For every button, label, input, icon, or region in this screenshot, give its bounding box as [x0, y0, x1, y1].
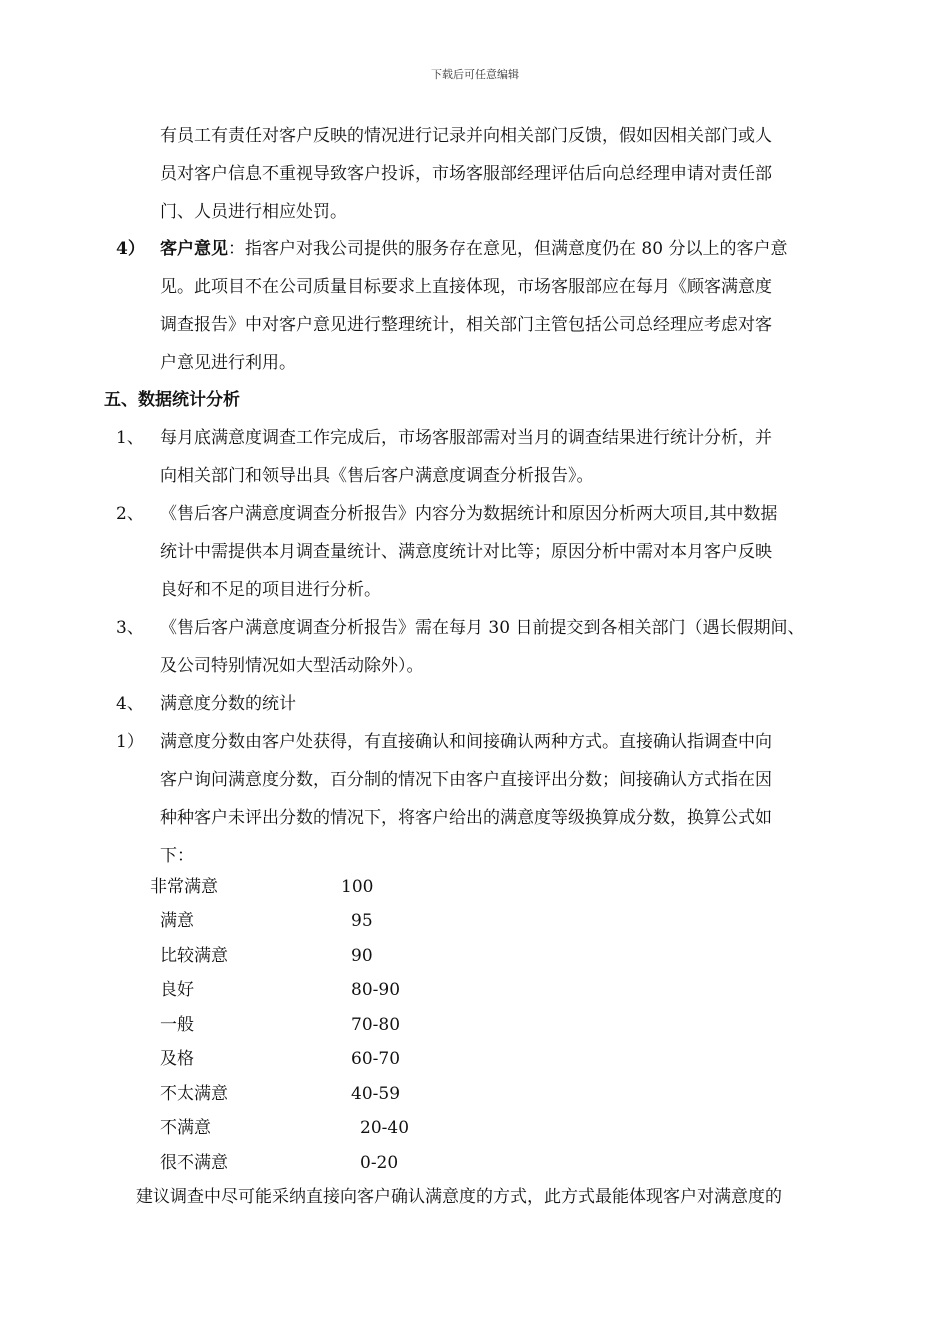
score-label: 不太满意 [160, 1084, 228, 1104]
item-text: ：指客户对我公司提供的服务存在意见，但满意度仍在 80 分以上的客户意 [228, 239, 788, 259]
paragraph-line: 门、人员进行相应处罚。 [160, 202, 347, 222]
list-line: 满意度分数由客户处获得，有直接确认和间接确认两种方式。直接确认指调查中向 [160, 732, 772, 752]
score-label: 不满意 [160, 1118, 211, 1138]
list-line: 种种客户未评出分数的情况下，将客户给出的满意度等级换算成分数，换算公式如 [160, 808, 772, 828]
section-heading: 五、数据统计分析 [104, 390, 240, 410]
score-value: 90 [351, 946, 373, 966]
item-line: 户意见进行利用。 [160, 353, 296, 373]
paragraph-line: 有员工有责任对客户反映的情况进行记录并向相关部门反馈，假如因相关部门或人 [160, 126, 772, 146]
list-line: 《售后客户满意度调查分析报告》需在每月 30 日前提交到各相关部门（遇长假期间、 [160, 618, 805, 638]
score-label: 比较满意 [160, 946, 228, 966]
list-line: 客户询问满意度分数，百分制的情况下由客户直接评出分数；间接确认方式指在因 [160, 770, 772, 790]
list-line: 向相关部门和领导出具《售后客户满意度调查分析报告》。 [160, 466, 594, 486]
score-value: 60-70 [351, 1049, 401, 1069]
score-value: 20-40 [360, 1118, 410, 1138]
list-line: 《售后客户满意度调查分析报告》内容分为数据统计和原因分析两大项目,其中数据 [160, 504, 778, 524]
score-label: 满意 [160, 911, 194, 931]
closing-paragraph: 建议调查中尽可能采纳直接向客户确认满意度的方式，此方式最能体现客户对满意度的 [136, 1187, 782, 1207]
score-value: 95 [351, 911, 373, 931]
item-line: 见。此项目不在公司质量目标要求上直接体现，市场客服部应在每月《顾客满意度 [160, 277, 772, 297]
score-label: 很不满意 [160, 1153, 228, 1173]
item-number: 4） [116, 239, 145, 259]
page-header: 下载后可任意编辑 [431, 68, 519, 81]
paragraph-line: 员对客户信息不重视导致客户投诉，市场客服部经理评估后向总经理申请对责任部 [160, 164, 772, 184]
list-line: 下： [160, 846, 194, 866]
list-line: 满意度分数的统计 [160, 694, 296, 714]
list-line: 统计中需提供本月调查量统计、满意度统计对比等；原因分析中需对本月客户反映 [160, 542, 772, 562]
list-number: 1、 [116, 428, 144, 448]
list-number: 3、 [116, 618, 144, 638]
item-line [160, 238, 787, 260]
list-number: 2、 [116, 504, 144, 524]
score-value: 70-80 [351, 1015, 401, 1035]
score-label: 一般 [160, 1015, 194, 1035]
list-line: 及公司特别情况如大型活动除外）。 [160, 656, 424, 676]
list-number: 4、 [116, 694, 144, 714]
score-value: 100 [341, 877, 374, 897]
list-number: 1） [116, 732, 144, 752]
score-label: 及格 [160, 1049, 194, 1069]
score-value: 0-20 [360, 1153, 399, 1173]
item-bold-term: 客户意见 [160, 239, 228, 259]
list-line: 良好和不足的项目进行分析。 [160, 580, 381, 600]
item-line: 调查报告》中对客户意见进行整理统计，相关部门主管包括公司总经理应考虑对客 [160, 315, 772, 335]
score-label: 非常满意 [150, 877, 218, 897]
score-value: 40-59 [351, 1084, 401, 1104]
score-value: 80-90 [351, 980, 401, 1000]
score-label: 良好 [160, 980, 194, 1000]
list-line: 每月底满意度调查工作完成后，市场客服部需对当月的调查结果进行统计分析，并 [160, 428, 772, 448]
